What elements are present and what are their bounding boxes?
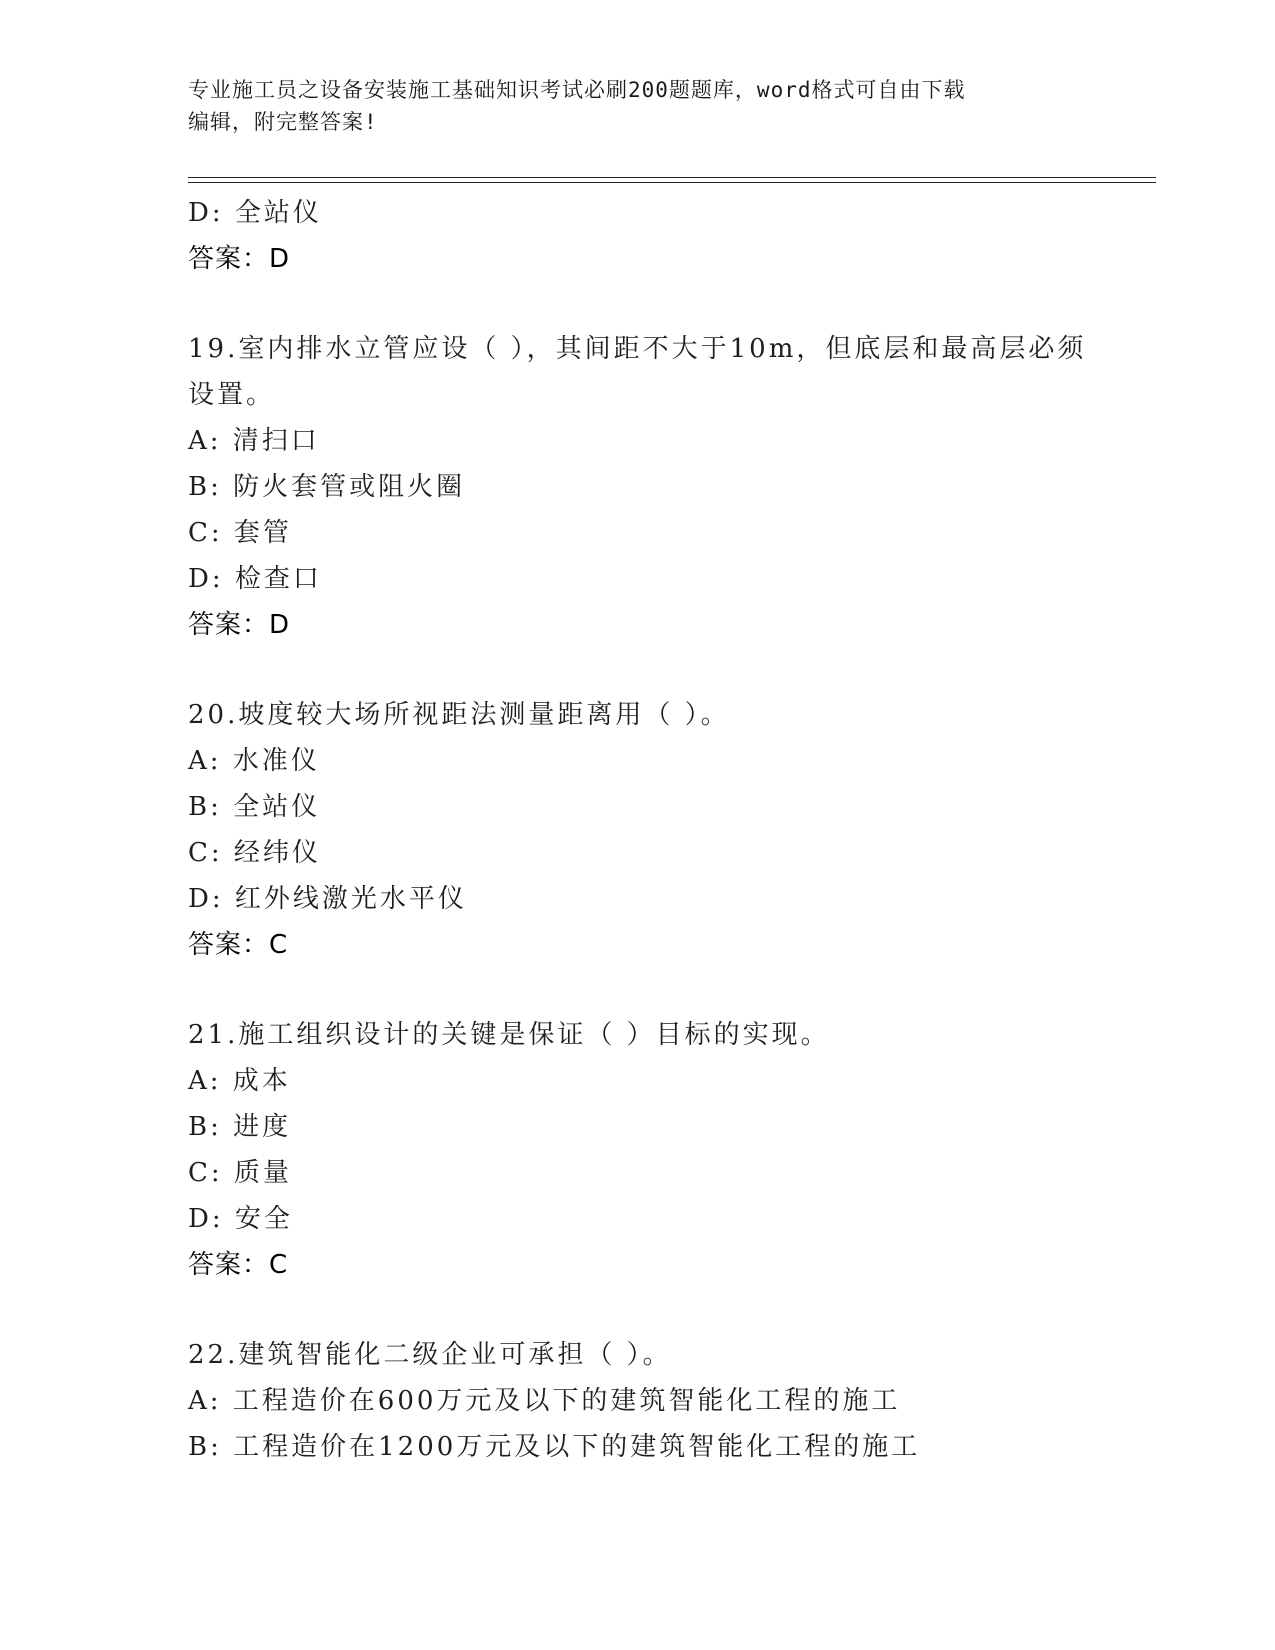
option-a: A: 工程造价在600万元及以下的建筑智能化工程的施工	[188, 1386, 901, 1416]
option-a: A: 清扫口	[188, 426, 320, 456]
spacer	[188, 282, 1168, 326]
option-c: C: 套管	[188, 518, 292, 548]
spacer	[188, 1288, 1168, 1332]
question-20	[188, 692, 1168, 968]
document-header	[188, 74, 1088, 138]
question-stem-continued: 设置。	[188, 380, 276, 410]
question-stem: 22.建筑智能化二级企业可承担（ ）。	[188, 1340, 672, 1370]
option-d: D: 安全	[188, 1204, 293, 1234]
option-b: B: 全站仪	[188, 792, 321, 822]
option-b: B: 进度	[188, 1112, 292, 1142]
option-b: B: 防火套管或阻火圈	[188, 472, 466, 502]
spacer	[188, 648, 1168, 692]
option-b: B: 工程造价在1200万元及以下的建筑智能化工程的施工	[188, 1432, 921, 1462]
answer-line: 答案：D	[188, 244, 291, 274]
option-a: A: 水准仪	[188, 746, 320, 776]
header-title-line-2: 编辑，附完整答案!	[188, 110, 378, 134]
question-stem: 20.坡度较大场所视距法测量距离用（ ）。	[188, 700, 730, 730]
question-list	[188, 190, 1168, 1470]
question-18-tail	[188, 190, 1168, 282]
spacer	[188, 968, 1168, 1012]
answer-line: 答案：D	[188, 610, 291, 640]
question-19	[188, 326, 1168, 648]
answer-line: 答案：C	[188, 1250, 289, 1280]
option-d: D: 红外线激光水平仪	[188, 884, 467, 914]
question-21	[188, 1012, 1168, 1288]
option-d: D: 全站仪	[188, 198, 322, 228]
header-divider-top	[188, 177, 1156, 178]
option-a: A: 成本	[188, 1066, 291, 1096]
option-d: D: 检查口	[188, 564, 322, 594]
option-c: C: 经纬仪	[188, 838, 321, 868]
question-stem: 19.室内排水立管应设（ ），其间距不大于10m，但底层和最高层必须	[188, 334, 1087, 364]
question-stem: 21.施工组织设计的关键是保证（ ）目标的实现。	[188, 1020, 830, 1050]
header-divider-bottom	[188, 182, 1156, 183]
answer-line: 答案：C	[188, 930, 289, 960]
header-title-line-1: 专业施工员之设备安装施工基础知识考试必刷200题题库，word格式可自由下载	[188, 78, 966, 102]
option-c: C: 质量	[188, 1158, 292, 1188]
question-22	[188, 1332, 1168, 1470]
